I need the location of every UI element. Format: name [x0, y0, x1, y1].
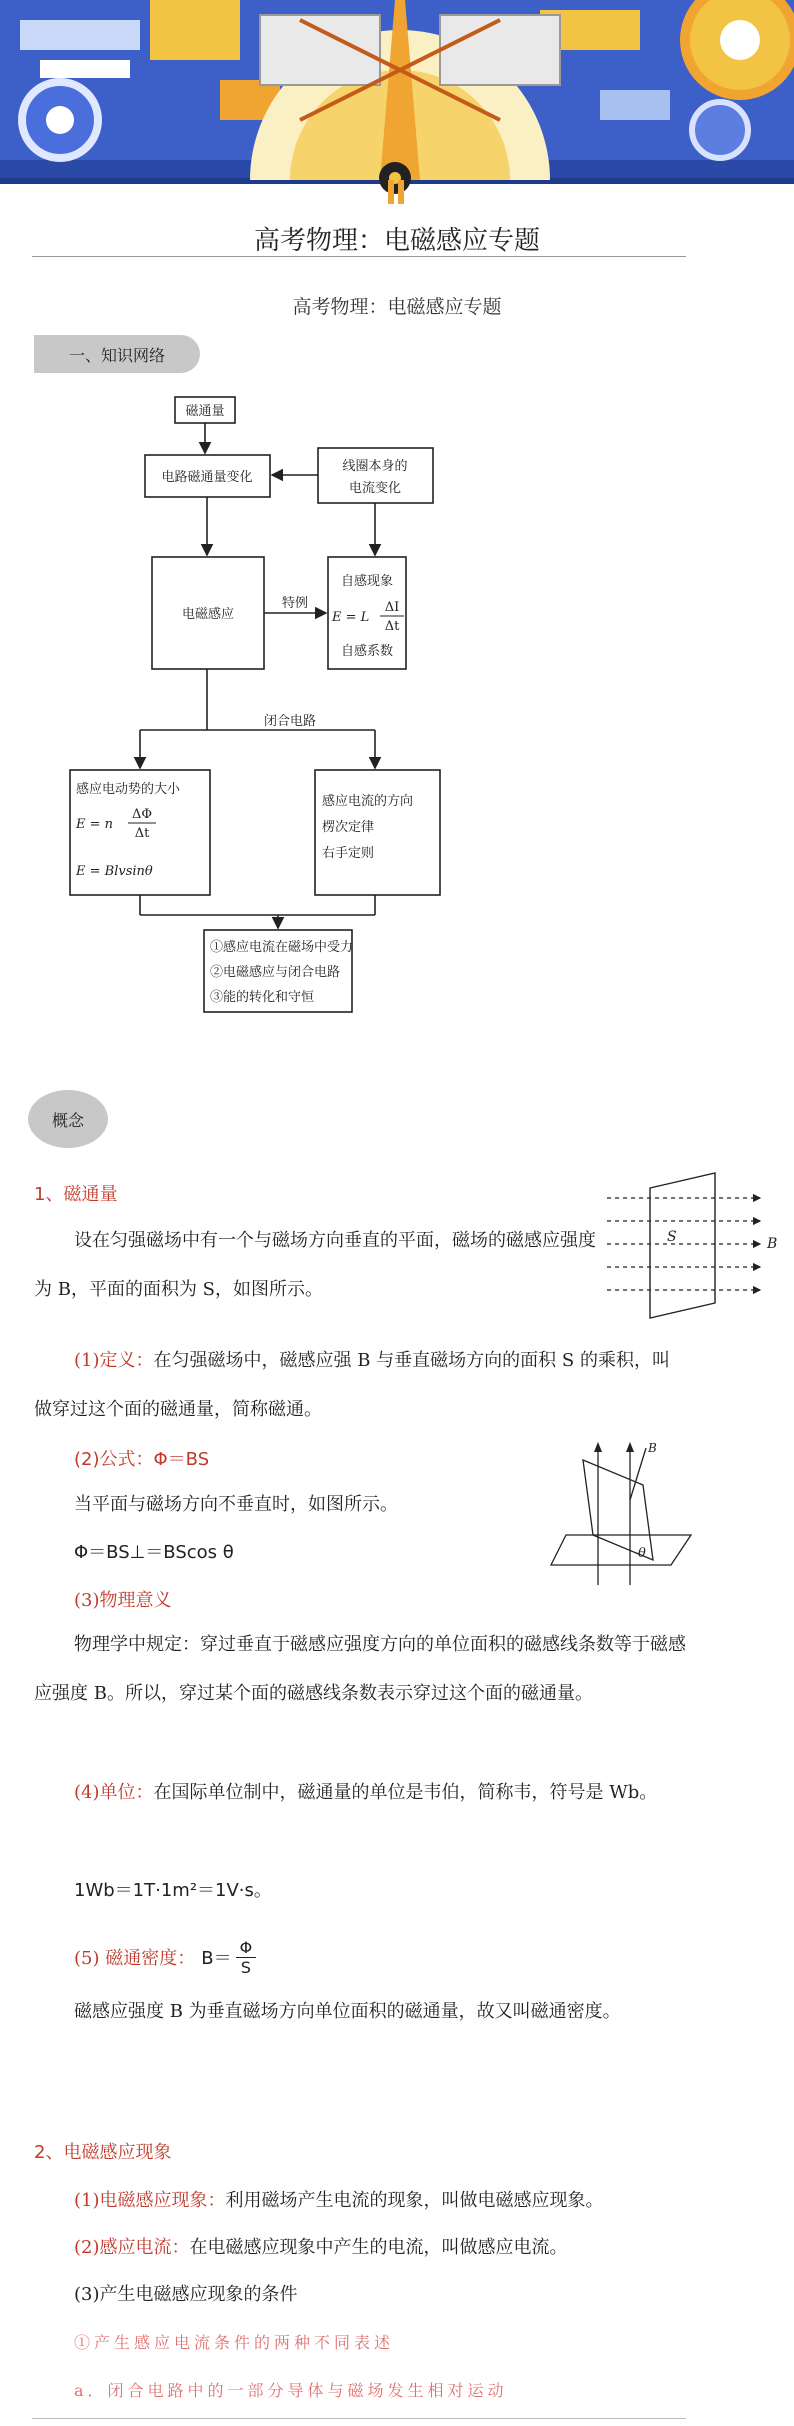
flux-density-B: B＝: [201, 1948, 232, 1969]
induced-current-label: (2)感应电流：: [74, 2237, 190, 2258]
diagram-current-dir-1: 感应电流的方向: [322, 794, 414, 809]
page-title: 高考物理：电磁感应专题: [253, 226, 540, 256]
bottom-divider: [32, 2418, 686, 2419]
title-divider: [32, 256, 686, 257]
figure-flux-perpendicular: [605, 1168, 790, 1328]
induction-condition-statements: ①产生感应电流条件的两种不同表述: [74, 2333, 395, 2352]
diagram-current-dir-2: 楞次定律: [322, 820, 375, 835]
induction-condition-a: a．闭合电路中的一部分导体与磁场发生相对运动: [74, 2381, 508, 2400]
flux-density-numerator: Φ: [236, 1938, 257, 1958]
induced-current-text: 在电磁感应现象中产生的电流，叫做感应电流。: [189, 2237, 568, 2258]
flux-density-label: (5) 磁通密度：: [74, 1948, 196, 1969]
paragraph-flux-intro: 设在匀强磁场中有一个与磁场方向垂直的平面，磁场的磁感应强度为 B，平面的面积为 S，如图所示。: [34, 1230, 596, 1300]
flux-density-denominator: S: [240, 1957, 251, 1977]
diagram-result-1: ①感应电流在磁场中受力: [210, 940, 354, 955]
diagram-emf-den: Δt: [134, 826, 150, 841]
flux-formula-label: (2)公式：Φ＝BS: [74, 1449, 210, 1470]
flux-not-perpendicular: 当平面与磁场方向不垂直时，如图所示。: [74, 1494, 398, 1515]
flux-formula-cos: Φ＝BS⊥＝BScos θ: [74, 1542, 234, 1563]
diagram-self-induction-num: ΔI: [384, 600, 400, 615]
diagram-emf-title: 感应电动势的大小: [76, 782, 181, 797]
header-banner: [0, 0, 794, 210]
diagram-self-current-1: 线圈本身的: [342, 459, 408, 474]
diagram-emf-eq: E = n: [76, 817, 114, 832]
diagram-flux-change: 电路磁通量变化: [161, 470, 253, 485]
section-label-concepts: 概念: [28, 1090, 108, 1148]
induction-conditions: (3)产生电磁感应现象的条件: [74, 2284, 298, 2305]
induction-definition-label: (1)电磁感应现象：: [74, 2190, 226, 2211]
diagram-flux: 磁通量: [185, 404, 225, 419]
diagram-self-induction-eq: E = L: [332, 610, 370, 625]
diagram-special-case: 特例: [281, 596, 309, 611]
figure1-label-S: S: [667, 1229, 677, 1245]
flux-density-text: 磁感应强度 B 为垂直磁场方向单位面积的磁通量，故又叫磁通密度。: [74, 2001, 621, 2022]
figure1-label-B: B: [767, 1236, 778, 1252]
flux-unit-equation: 1Wb＝1T·1m²＝1V·s。: [74, 1880, 272, 1901]
flux-meaning-text: 物理学中规定：穿过垂直于磁感应强度方向的单位面积的磁感线条数等于磁感应强度 B。所以，穿过某个面的磁感线条数表示穿过这个面的磁通量。: [34, 1634, 686, 1704]
diagram-result-3: ③能的转化和守恒: [210, 990, 315, 1005]
diagram-result-2: ②电磁感应与闭合电路: [210, 965, 341, 980]
flux-unit-label: (4)单位：: [74, 1782, 154, 1803]
figure2-label-B: B: [648, 1441, 657, 1455]
diagram-self-induction-den: Δt: [384, 619, 400, 634]
diagram-emf-eq2: E = Blvsinθ: [76, 864, 153, 879]
flux-unit-text: 在国际单位制中，磁通量的单位是韦伯，简称韦，符号是 Wb。: [153, 1782, 658, 1803]
diagram-induction: 电磁感应: [181, 607, 235, 622]
diagram-emf-num: ΔΦ: [131, 807, 153, 822]
flux-definition-label: (1)定义：: [74, 1350, 154, 1371]
induction-definition-text: 利用磁场产生电流的现象，叫做电磁感应现象。: [225, 2190, 604, 2211]
diagram-self-induction-title: 自感现象: [340, 574, 394, 589]
diagram-closed-circuit: 闭合电路: [263, 714, 317, 729]
heading-induction-phenomenon: 2、电磁感应现象: [34, 2142, 172, 2163]
figure2-label-theta: θ: [638, 1546, 646, 1561]
figure-flux-angled: [548, 1440, 698, 1590]
section-label-knowledge-network: 一、知识网络: [34, 335, 200, 373]
page-subtitle: 高考物理：电磁感应专题: [292, 296, 502, 318]
knowledge-network-diagram: [60, 385, 460, 1015]
diagram-current-dir-3: 右手定则: [322, 846, 375, 861]
diagram-self-current-2: 电流变化: [348, 481, 402, 496]
heading-magnetic-flux: 1、磁通量: [34, 1184, 118, 1205]
diagram-self-induction-coef: 自感系数: [340, 644, 394, 659]
flux-definition-text: 在匀强磁场中，磁感应强 B 与垂直磁场方向的面积 S 的乘积，叫做穿过这个面的磁通量，简称磁通。: [34, 1350, 670, 1420]
flux-meaning-label: (3)物理意义: [74, 1590, 172, 1611]
